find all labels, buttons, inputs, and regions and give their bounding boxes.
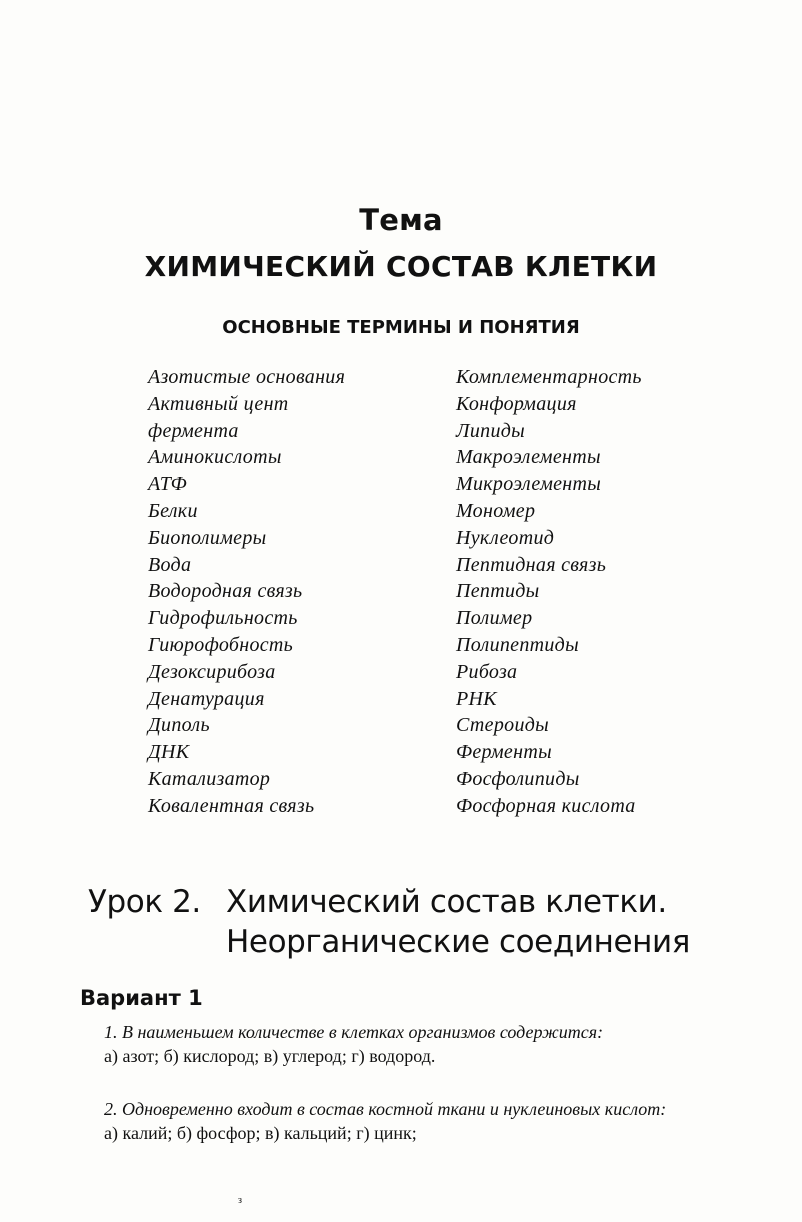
terms-list-right [456,364,756,820]
term-item: Рибоза [456,660,518,683]
term-item: Азотистые основания [148,366,346,388]
term-item: Стероиды [456,714,550,737]
terms-list-left [148,364,438,820]
term-item: РНК [456,687,497,710]
term-item: Пептиды [456,580,540,603]
lesson-number: Урок 2. [88,884,201,920]
term-item: Полимер [456,607,533,630]
term-item: ДНК [148,741,190,764]
terms-heading: ОСНОВНЫЕ ТЕРМИНЫ И ПОНЯТИЯ [222,317,580,338]
term-item: Фосфолипиды [456,767,580,790]
term-item: Микроэлементы [456,473,602,496]
term-item: Катализатор [148,767,271,790]
question-answers: а) азот; б) кислород; в) углерод; г) водород. [104,1046,436,1066]
variant-title: Вариант 1 [80,986,203,1010]
term-item: Ковалентная связь [148,794,315,817]
term-item: Мономер [456,499,536,522]
page-mark: з [238,1195,242,1206]
question-text: 1. В наименьшем количестве в клетках организмов содержится: [104,1022,604,1042]
term-item: Аминокислоты [148,446,282,469]
term-item: Денатурация [148,687,265,710]
term-item: Белки [148,499,198,522]
term-item: Полипептиды [456,633,579,656]
topic-label: Тема [359,203,443,237]
term-item: АТФ [148,473,188,496]
term-item: Активный цент [148,392,289,415]
term-item: Макроэлементы [456,446,601,469]
term-item: Ферменты [456,741,552,764]
term-item: Диполь [148,714,210,737]
topic-title: ХИМИЧЕСКИЙ СОСТАВ КЛЕТКИ [144,250,658,283]
question-2 [80,1097,730,1145]
question-text: 2. Одновременно входит в состав костной ткани и нуклеиновых кислот: [104,1099,667,1119]
term-item: Гидрофильность [148,607,298,630]
term-item: Конформация [456,392,577,415]
term-item: Водородная связь [148,580,303,603]
term-item: Гиюрофобность [148,633,294,656]
question-answers: а) калий; б) фосфор; в) кальций; г) цинк; [104,1123,417,1143]
lesson-title-line-1: Химический состав клетки. [226,884,667,920]
term-item: Вода [148,553,192,576]
lesson-line-1 [88,882,788,922]
question-1 [80,1020,730,1068]
term-item: фермента [148,419,239,442]
term-item: Биополимеры [148,526,267,549]
term-item: Дезоксирибоза [148,660,276,683]
term-item: Фосфорная кислота [456,794,636,817]
term-item: Липиды [456,419,526,442]
term-item: Нуклеотид [456,526,555,549]
lesson-heading [88,882,788,962]
term-item: Комплементарность [456,366,642,388]
lesson-title-line-2: Неорганические соединения [226,924,691,960]
term-item: Пептидная связь [456,553,607,576]
